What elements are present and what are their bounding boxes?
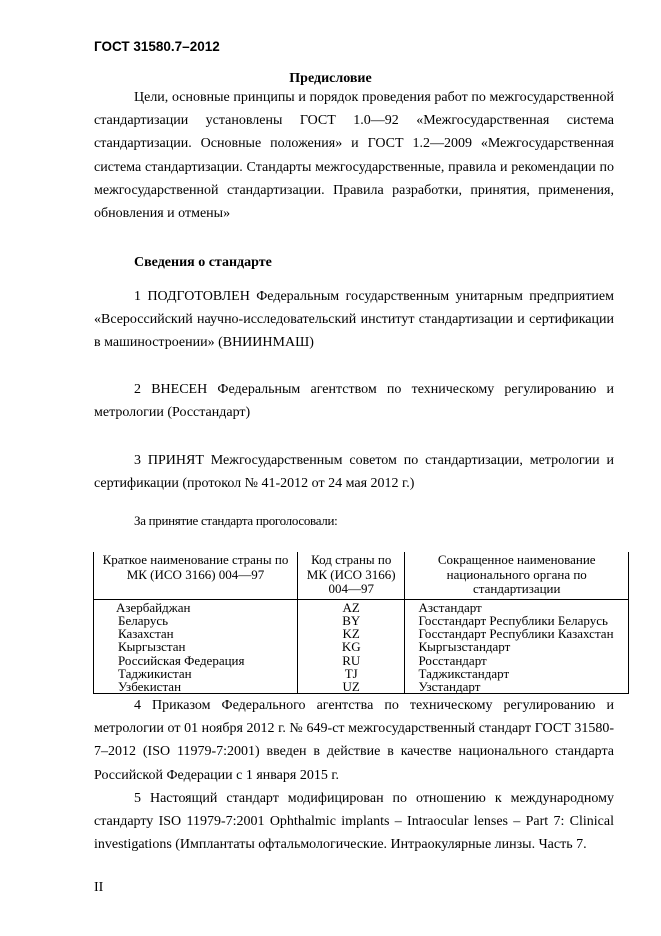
- country-name: Кыргызстан: [118, 639, 186, 655]
- foreword-title: Предисловие: [289, 71, 372, 86]
- info-item-3: 3 ПРИНЯТ Межгосударственным советом по стандартизации, метрологии и сертификации (протокол № 41-2012 от 24 мая 2012 г.): [94, 453, 614, 492]
- document-code: ГОСТ 31580.7–2012: [94, 39, 220, 54]
- standards-body: Росстандарт: [418, 652, 487, 668]
- country-code: KZ: [342, 626, 360, 642]
- info-item-5: 5 Настоящий стандарт модифицирован по отношению к международному стандарту ISO 11979-7:2001 Ophthalmic implants – Intraocular lenses – Part 7: Clinical investigations (Имплантаты офтальмологические. Интраокулярные линзы. Часть 7.: [94, 791, 614, 853]
- country-codes-cell: [297, 599, 405, 693]
- country-names-cell: [94, 599, 298, 693]
- standards-body: Кыргызстандарт: [418, 639, 511, 655]
- info-item-1: 1 ПОДГОТОВЛЕН Федеральным государственным унитарным предприятием «Всероссийский научно-исследовательский институт стандартизации и сертификации в машиностроении» (ВНИИНМАШ): [94, 289, 614, 351]
- table-header-row: [94, 552, 629, 599]
- standards-body: Азстандарт: [418, 599, 482, 615]
- foreword-paragraph: Цели, основные принципы и порядок проведения работ по межгосударственной стандартизации установлены ГОСТ 1.0—92 «Межгосударственная система стандартизации. Основные положения» и ГОСТ 1.2—2009 «Межгосударственная система стандартизации. Стандарты межгосударственные, правила и рекомендации по межгосударственной стандартизации. Правила разработки, принятия, применения, обновления и отмены»: [94, 90, 614, 222]
- info-item-4: 4 Приказом Федерального агентства по техническому регулированию и метрологии от 01 ноября 2012 г. № 649-ст межгосударственный стандарт ГОСТ 31580-7–2012 (ISO 11979-7:2001) введен в действие в качестве национального стандарта Российской Федерации с 1 января 2015 г.: [94, 698, 614, 783]
- country-code: KG: [341, 639, 361, 655]
- country-code: TJ: [344, 665, 358, 681]
- header-country-name: Краткое наименование страны по МК (ИСО 3166) 004—97: [94, 552, 298, 599]
- table-row: [94, 599, 629, 693]
- country-name: Азербайджан: [116, 599, 191, 615]
- standards-body: Таджикстандарт: [418, 665, 510, 681]
- standards-body: Госстандарт Республики Казахстан: [418, 626, 614, 642]
- standard-info-title: Сведения о стандарте: [134, 255, 272, 270]
- standards-body: Узстандарт: [418, 678, 481, 694]
- member-states-table: [93, 552, 629, 694]
- country-code: RU: [342, 652, 361, 668]
- country-code: UZ: [342, 678, 360, 694]
- country-name: Беларусь: [118, 612, 169, 628]
- standards-body: Госстандарт Республики Беларусь: [418, 612, 608, 628]
- standards-bodies-cell: [405, 599, 629, 693]
- country-name: Российская Федерация: [118, 652, 245, 668]
- country-name: Казахстан: [118, 626, 174, 642]
- page-number: II: [94, 880, 104, 895]
- header-standards-body: Сокращенное наименование национального органа по стандартизации: [405, 552, 629, 599]
- country-code: BY: [342, 612, 361, 628]
- country-name: Таджикистан: [118, 665, 192, 681]
- header-country-code: Код страны по МК (ИСО 3166) 004—97: [297, 552, 405, 599]
- country-code: AZ: [342, 599, 360, 615]
- vote-caption: За принятие стандарта проголосовали:: [134, 513, 338, 528]
- country-name: Узбекистан: [118, 678, 182, 694]
- info-item-2: 2 ВНЕСЕН Федеральным агентством по техническому регулированию и метрологии (Росстандарт): [94, 382, 614, 421]
